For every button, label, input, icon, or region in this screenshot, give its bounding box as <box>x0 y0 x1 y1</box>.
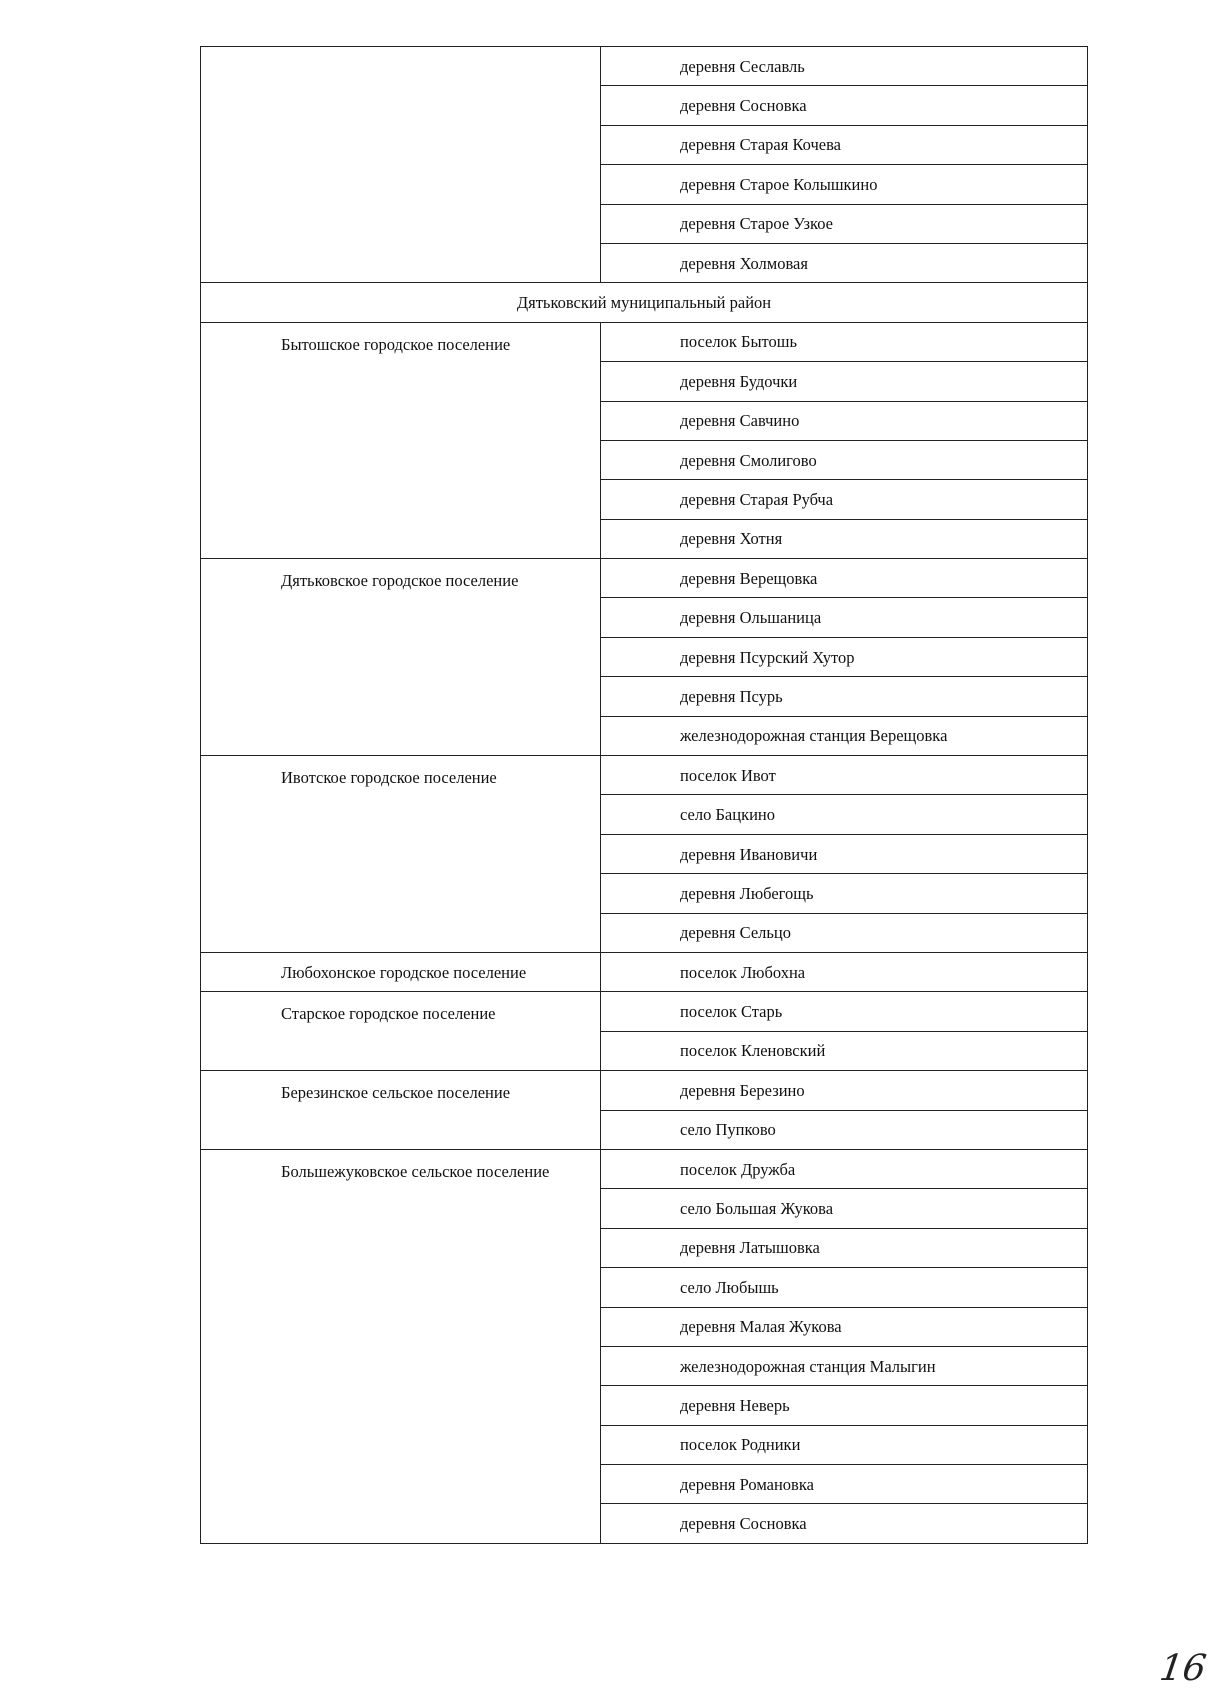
locality-cell: поселок Любохна <box>601 952 1088 991</box>
locality-cell: деревня Будочки <box>601 362 1088 401</box>
locality-cell: село Любышь <box>601 1268 1088 1307</box>
locality-cell: поселок Старь <box>601 992 1088 1031</box>
locality-cell: деревня Псурь <box>601 677 1088 716</box>
locality-cell: поселок Дружба <box>601 1149 1088 1188</box>
locality-cell: деревня Малая Жукова <box>601 1307 1088 1346</box>
settlements-table <box>200 46 1088 1544</box>
table-row <box>201 322 1088 361</box>
locality-cell: железнодорожная станция Верещовка <box>601 716 1088 755</box>
locality-cell: деревня Романовка <box>601 1465 1088 1504</box>
table-row <box>201 952 1088 991</box>
settlement-name-cell: Старское городское поселение <box>201 992 601 1071</box>
locality-cell: деревня Неверь <box>601 1386 1088 1425</box>
locality-cell: поселок Родники <box>601 1425 1088 1464</box>
locality-cell: поселок Бытошь <box>601 322 1088 361</box>
locality-cell: деревня Ольшаница <box>601 598 1088 637</box>
locality-cell: деревня Старая Кочева <box>601 125 1088 164</box>
handwritten-page-number: 16 <box>1157 1648 1209 1689</box>
locality-cell: деревня Ивановичи <box>601 834 1088 873</box>
table-row <box>201 47 1088 86</box>
table-row <box>201 756 1088 795</box>
locality-cell: деревня Верещовка <box>601 559 1088 598</box>
locality-cell: деревня Сосновка <box>601 1504 1088 1543</box>
settlement-name-cell: Любохонское городское поселение <box>201 952 601 991</box>
locality-cell: деревня Старая Рубча <box>601 480 1088 519</box>
settlement-name-cell: Ивотское городское поселение <box>201 756 601 953</box>
table-row <box>201 559 1088 598</box>
locality-cell: деревня Смолигово <box>601 440 1088 479</box>
locality-cell: село Пупково <box>601 1110 1088 1149</box>
locality-cell: село Большая Жукова <box>601 1189 1088 1228</box>
locality-cell: железнодорожная станция Малыгин <box>601 1346 1088 1385</box>
district-heading-row <box>201 283 1088 322</box>
locality-cell: деревня Псурский Хутор <box>601 637 1088 676</box>
table-row <box>201 992 1088 1031</box>
locality-cell: деревня Хотня <box>601 519 1088 558</box>
locality-cell: деревня Сеславль <box>601 47 1088 86</box>
locality-cell: село Бацкино <box>601 795 1088 834</box>
locality-cell: деревня Холмовая <box>601 243 1088 282</box>
locality-cell: деревня Любегощь <box>601 874 1088 913</box>
table-row <box>201 1071 1088 1110</box>
locality-cell: деревня Березино <box>601 1071 1088 1110</box>
locality-cell: деревня Старое Колышкино <box>601 165 1088 204</box>
settlement-name-cell: Березинское сельское поселение <box>201 1071 601 1150</box>
locality-cell: поселок Кленовский <box>601 1031 1088 1070</box>
settlement-name-cell: Бытошское городское поселение <box>201 322 601 558</box>
locality-cell: поселок Ивот <box>601 756 1088 795</box>
locality-cell: деревня Сосновка <box>601 86 1088 125</box>
settlement-name-cell-empty <box>201 47 601 283</box>
settlement-name-cell: Дятьковское городское поселение <box>201 559 601 756</box>
settlement-name-cell: Большежуковское сельское поселение <box>201 1149 601 1543</box>
locality-cell: деревня Старое Узкое <box>601 204 1088 243</box>
locality-cell: деревня Савчино <box>601 401 1088 440</box>
district-heading: Дятьковский муниципальный район <box>201 283 1088 322</box>
locality-cell: деревня Сельцо <box>601 913 1088 952</box>
table-row <box>201 1149 1088 1188</box>
locality-cell: деревня Латышовка <box>601 1228 1088 1267</box>
